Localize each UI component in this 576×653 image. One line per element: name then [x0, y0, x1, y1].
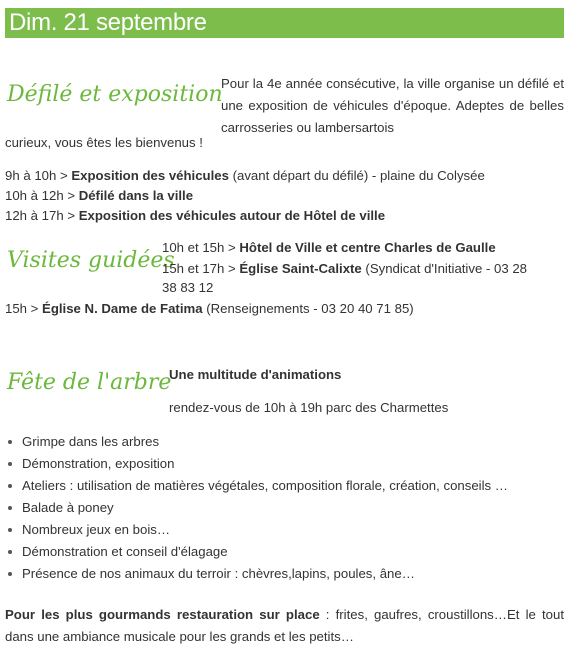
- visite-time: 10h et 15h >: [162, 240, 240, 255]
- visite-place: Église N. Dame de Fatima: [42, 301, 203, 316]
- list-item-text: Démonstration, exposition: [22, 456, 175, 471]
- list-item-text: Nombreux jeux en bois…: [22, 522, 171, 537]
- bullet-icon: [8, 462, 12, 466]
- schedule-time: 10h à 12h >: [5, 188, 79, 203]
- schedule-time: 12h à 17h >: [5, 208, 79, 223]
- visite-detail: (Syndicat d'Initiative - 03 28: [361, 261, 528, 276]
- visite-phone-continued: 38 83 12: [162, 280, 214, 295]
- visite-row: [162, 259, 527, 279]
- list-item-text: Présence de nos animaux du terroir : chèvres,lapins, poules, âne…: [22, 566, 415, 581]
- arbre-rdv: rendez-vous de 10h à 19h parc des Charmettes: [169, 400, 449, 415]
- schedule-event: Exposition des véhicules: [71, 168, 229, 183]
- list-item: [5, 564, 508, 586]
- visites-heading: Visites guidées: [7, 248, 175, 273]
- bullet-icon: [8, 550, 12, 554]
- list-item-text: Grimpe dans les arbres: [22, 434, 160, 449]
- animations-list: [5, 432, 508, 586]
- bullet-icon: [8, 440, 12, 444]
- list-item-text: Ateliers : utilisation de matières végétales, composition florale, création, conseils …: [22, 478, 508, 493]
- restauration-paragraph: [5, 604, 564, 648]
- list-item: [5, 498, 508, 520]
- list-item: [5, 542, 508, 564]
- schedule-detail: (avant départ du défilé) - plaine du Colysée: [228, 168, 485, 183]
- visite-place: Église Saint-Calixte: [239, 261, 362, 276]
- list-item-text: Balade à poney: [22, 500, 114, 515]
- date-title: Dim. 21 septembre: [9, 9, 207, 36]
- list-item: [5, 476, 508, 498]
- date-header: [5, 8, 564, 38]
- visite-row: [162, 238, 496, 258]
- schedule-time: 9h à 10h >: [5, 168, 72, 183]
- bullet-icon: [8, 572, 12, 576]
- schedule-event: Exposition des véhicules autour de Hôtel de ville: [78, 208, 386, 223]
- list-item: [5, 520, 508, 542]
- arbre-subheading-text: Une multitude d'animations: [169, 367, 342, 382]
- schedule-row: [5, 206, 385, 226]
- bullet-icon: [8, 528, 12, 532]
- visite-time: 15h >: [5, 301, 43, 316]
- restauration-text: : frites, gaufres, croustillons…Et le tout dans une ambiance musicale pour les grands et les petits…: [5, 607, 564, 644]
- arbre-subheading: [169, 365, 341, 385]
- list-item: [5, 432, 508, 454]
- defile-intro: Pour la 4e année consécutive, la ville organise un défilé et une exposition de véhicules d'époque. Adeptes de belles carrosseries ou lambersartois: [221, 76, 564, 135]
- list-item-text: Démonstration et conseil d'élagage: [22, 544, 228, 559]
- defile-heading: Défilé et exposition: [7, 82, 223, 107]
- arbre-heading: Fête de l'arbre: [7, 370, 172, 395]
- visite-time: 15h et 17h >: [162, 261, 240, 276]
- bullet-icon: [8, 506, 12, 510]
- schedule-row: [5, 186, 193, 206]
- list-item: [5, 454, 508, 476]
- schedule-row: [5, 166, 485, 186]
- defile-intro-end: curieux, vous êtes les bienvenus !: [5, 135, 203, 150]
- visite-place: Hôtel de Ville et centre Charles de Gaulle: [239, 240, 496, 255]
- visite-detail: (Renseignements - 03 20 40 71 85): [202, 301, 414, 316]
- schedule-event: Défilé dans la ville: [78, 188, 194, 203]
- restauration-bold: Pour les plus gourmands restauration sur place: [5, 607, 320, 622]
- visite-row: [5, 299, 414, 319]
- bullet-icon: [8, 484, 12, 488]
